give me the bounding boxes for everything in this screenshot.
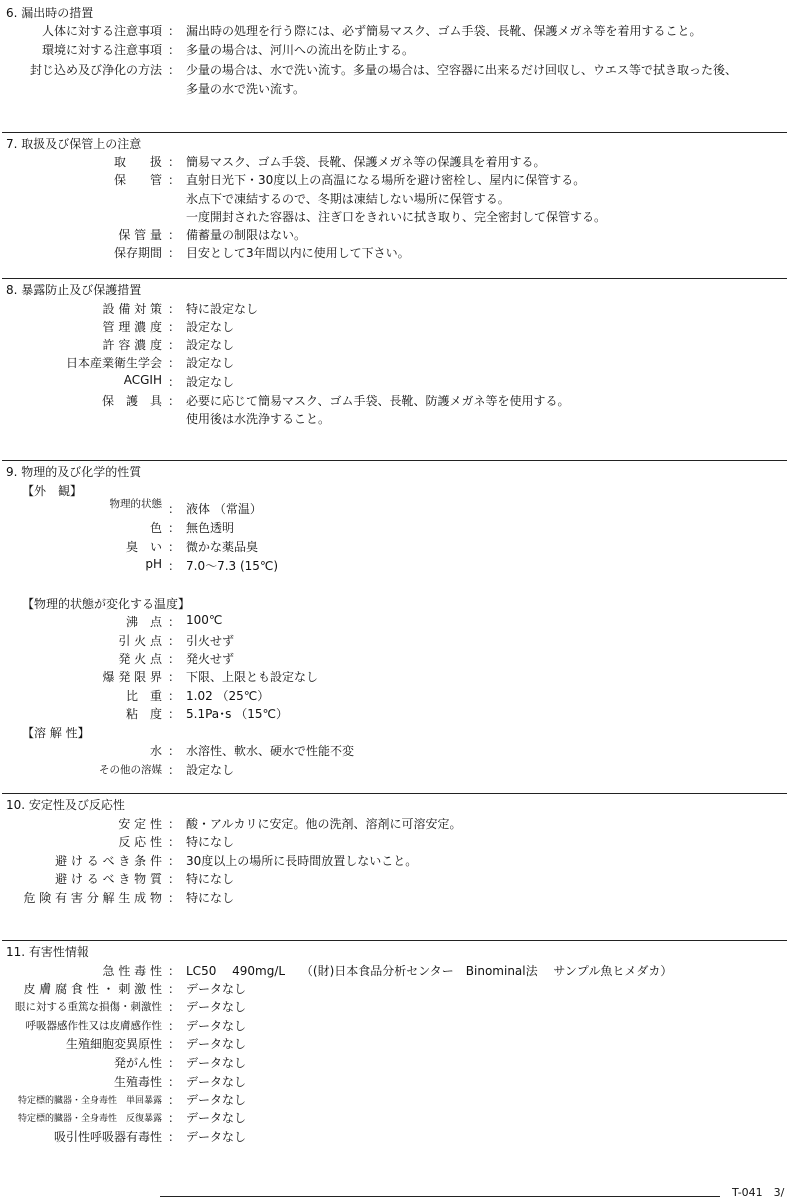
row-label: 発がん性 [113,1056,162,1070]
row-colon: ： [168,540,181,554]
row-label: 呼吸器感作性又は皮膚感作性 [25,1020,162,1032]
row-label: 皮 膚 腐 食 性 ・ 刺 激 性 [23,982,162,996]
row-colon: ： [168,356,181,370]
row-label: 急 性 毒 性 [102,964,162,978]
row-colon: ： [168,1093,181,1107]
divider [2,460,787,461]
s8-continuation: 使用後は水洗浄すること。 [186,412,331,426]
row-label: 爆 発 限 界 [102,670,162,684]
row-colon: ： [168,689,181,703]
row-colon: ： [168,375,181,389]
row-value: 1.02 （25℃） [186,689,270,703]
row-label: 保 管 [113,173,162,187]
row-label: 保存期間 [113,246,162,260]
row-label: 発 火 点 [118,652,162,666]
row-label: 吸引性呼吸器有毒性 [53,1130,162,1144]
row-value: 設定なし [186,763,235,777]
row-label: 避 け る べ き 物 質 [55,872,162,886]
row-value: 30度以上の場所に長時間放置しないこと。 [186,854,418,868]
row-value: 設定なし [186,356,235,370]
row-value: 必要に応じて簡易マスク、ゴム手袋、長靴、防護メガネ等を使用する。 [186,394,570,408]
row-colon: ： [168,1111,181,1125]
row-label: 生殖毒性 [113,1075,162,1089]
s7-continuation-1: 氷点下で凍結するので、冬期は凍結しない場所に保管する。 [186,192,510,206]
divider [2,278,787,279]
row-colon: ： [168,559,181,573]
row-label: 沸 点 [125,615,162,629]
row-value: 少量の場合は、水で洗い流す。多量の場合は、空容器に出来るだけ回収し、ウエス等で拭き取った後、 [186,63,738,77]
row-colon: ： [168,1075,181,1089]
row-value: 無色透明 [186,521,235,535]
row-colon: ： [168,1037,181,1051]
divider [2,793,787,794]
section-10-title: 10. 安定性及び反応性 [6,798,125,812]
row-colon: ： [168,155,181,169]
row-label: その他の溶媒 [99,764,162,776]
row-label: 人体に対する注意事項 [41,24,162,38]
row-colon: ： [168,502,181,516]
row-colon: ： [168,173,181,187]
section-9-title: 9. 物理的及び化学的性質 [6,465,142,479]
row-colon: ： [168,1130,181,1144]
row-colon: ： [168,338,181,352]
row-value: 特になし [186,835,235,849]
row-colon: ： [168,634,181,648]
row-colon: ： [168,615,181,629]
row-value: 水溶性、軟水、硬水で性能不変 [186,744,355,758]
row-value: 目安として3年間以内に使用して下さい。 [186,246,410,260]
row-value: 発火せず [186,652,235,666]
row-value: データなし [186,1130,247,1144]
row-value: データなし [186,1000,247,1014]
row-colon: ： [168,707,181,721]
row-label: 管 理 濃 度 [102,320,162,334]
s9-subheading-solubility: 【溶 解 性】 [22,726,90,740]
row-colon: ： [168,744,181,758]
row-value: データなし [186,1093,247,1107]
row-label: 引 火 点 [118,634,162,648]
s9-subheading-appearance: 【外 観】 [22,484,83,498]
divider [2,132,787,133]
row-value: 簡易マスク、ゴム手袋、長靴、保護メガネ等の保護具を着用する。 [186,155,546,169]
row-colon: ： [168,964,181,978]
row-label: 取 扱 [113,155,162,169]
row-colon: ： [168,1000,181,1014]
s6-continuation: 多量の水で洗い流す。 [186,82,306,96]
row-label: 特定標的臓器・全身毒性 反復暴露 [17,1114,162,1124]
row-value: 引火せず [186,634,235,648]
row-colon: ： [168,394,181,408]
row-value: 100℃ [186,613,223,627]
row-colon: ： [168,817,181,831]
row-label: 避 け る べ き 条 件 [55,854,162,868]
s9-subheading-temperature: 【物理的状態が変化する温度】 [22,597,191,611]
row-label: 保 管 量 [118,228,162,242]
divider [2,940,787,941]
row-colon: ： [168,835,181,849]
row-label: 生殖細胞変異原性 [65,1037,162,1051]
row-colon: ： [168,228,181,242]
row-colon: ： [168,24,181,38]
row-label: 反 応 性 [118,835,162,849]
section-6-title: 6. 漏出時の措置 [6,6,94,20]
row-value: 備蓄量の制限はない。 [186,228,307,242]
row-value: 設定なし [186,338,235,352]
row-colon: ： [168,670,181,684]
row-value: データなし [186,1111,247,1125]
row-label: 臭 い [125,540,162,554]
row-value: データなし [186,1075,247,1089]
row-value: 5.1Pa･s （15℃） [186,707,288,721]
row-label: 危 険 有 害 分 解 生 成 物 [23,891,162,905]
row-label: pH [145,557,162,571]
section-11-title: 11. 有害性情報 [6,945,89,959]
row-label: ACGIH [123,373,162,387]
row-label: 許 容 濃 度 [102,338,162,352]
row-label: 封じ込め及び浄化の方法 [29,63,162,77]
row-value: 液体 （常温） [186,502,262,516]
row-label: 比 重 [125,689,162,703]
row-label: 日本産業衛生学会 [65,356,162,370]
row-label: 安 定 性 [118,817,162,831]
row-colon: ： [168,652,181,666]
row-value: 漏出時の処理を行う際には、必ず簡易マスク、ゴム手袋、長靴、保護メガネ等を着用すること。 [186,24,702,38]
row-value: 下限、上限とも設定なし [186,670,319,684]
row-label: 環境に対する注意事項 [41,43,162,57]
row-value: 酸・アルカリに安定。他の洗剤、溶剤に可溶安定。 [186,817,462,831]
row-value: 設定なし [186,320,235,334]
row-label: 色 [149,521,162,535]
row-value: 7.0～7.3 (15℃) [186,559,279,573]
row-colon: ： [168,302,181,316]
row-value: 特になし [186,872,235,886]
row-colon: ： [168,982,181,996]
row-colon: ： [168,43,181,57]
row-label: 眼に対する重篤な損傷・刺激性 [15,1001,162,1013]
row-label: 粘 度 [125,707,162,721]
row-colon: ： [168,521,181,535]
row-value: データなし [186,1056,247,1070]
row-value: データなし [186,982,247,996]
row-value: 微かな薬品臭 [186,540,259,554]
row-label: 物理的状態 [109,498,162,510]
row-label: 水 [149,744,162,758]
row-value: データなし [186,1037,247,1051]
footer-rule [160,1196,720,1197]
row-value: 多量の場合は、河川への流出を防止する。 [186,43,415,57]
row-label: 特定標的臓器・全身毒性 単回暴露 [17,1096,162,1106]
row-colon: ： [168,872,181,886]
row-label: 保 護 具 [101,394,162,408]
row-colon: ： [168,1019,181,1033]
page-number: T-041 3/ [732,1186,785,1199]
row-colon: ： [168,63,181,77]
row-value: 設定なし [186,375,235,389]
section-8-title: 8. 暴露防止及び保護措置 [6,283,142,297]
row-value: 特に設定なし [186,302,259,316]
row-value: LC50 490mg/L （(財)日本食品分析センター Binominal法 サンプル魚ヒメダカ） [186,964,673,978]
row-colon: ： [168,320,181,334]
row-colon: ： [168,1056,181,1070]
row-colon: ： [168,891,181,905]
row-label: 設 備 対 策 [102,302,162,316]
row-colon: ： [168,246,181,260]
row-value: データなし [186,1019,247,1033]
s7-continuation-2: 一度開封された容器は、注ぎ口をきれいに拭き取り、完全密封して保管する。 [186,210,607,224]
row-colon: ： [168,763,181,777]
row-value: 直射日光下・30度以上の高温になる場所を避け密栓し、屋内に保管する。 [186,173,586,187]
row-colon: ： [168,854,181,868]
row-value: 特になし [186,891,235,905]
section-7-title: 7. 取扱及び保管上の注意 [6,137,142,151]
